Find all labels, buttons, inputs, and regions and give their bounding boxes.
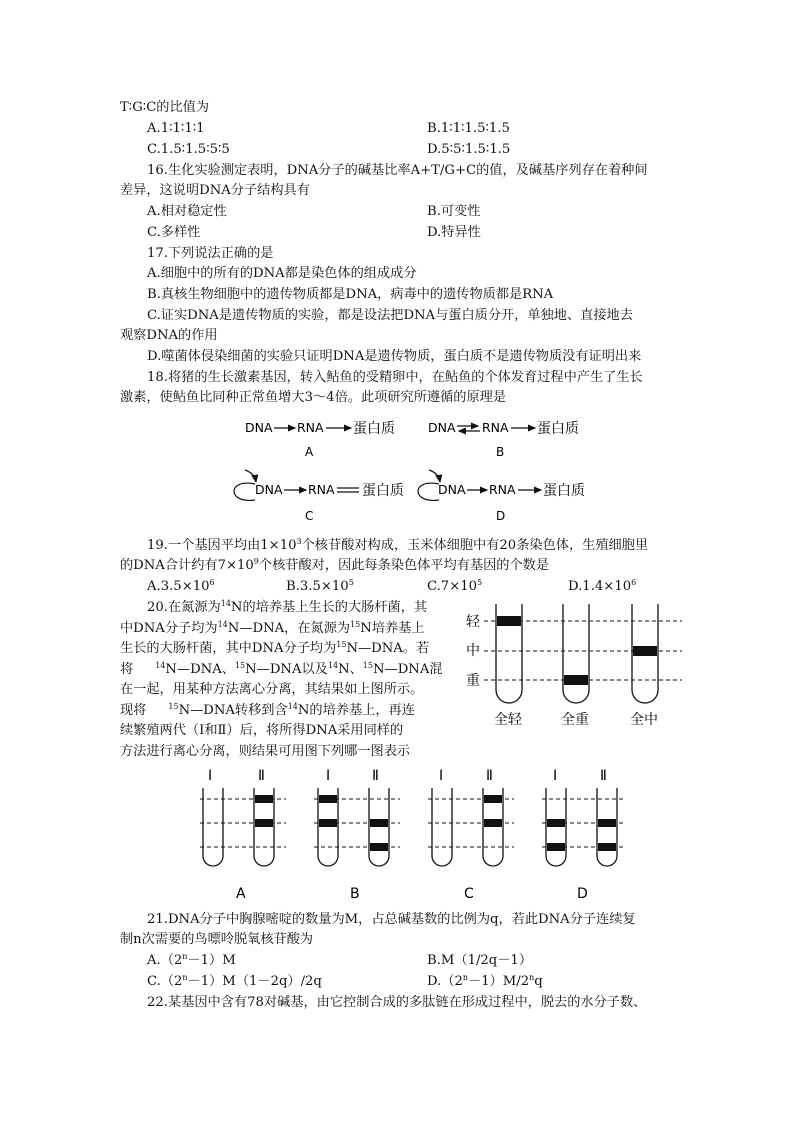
svg-text:Ⅱ: Ⅱ	[258, 768, 265, 784]
tube-all-heavy	[563, 604, 589, 703]
svg-text:Ⅰ: Ⅰ	[326, 768, 331, 784]
svg-text:C: C	[464, 886, 474, 902]
q15-option-b: B.1∶1∶1.5∶1.5	[427, 121, 510, 136]
q21-option-b: B.M（1/2q－1）	[427, 953, 533, 968]
q17-option-c-line1: C.证实DNA是遗传物质的实验，都是设法把DNA与蛋白质分开，单独地、直接地去	[147, 308, 633, 323]
svg-text:B: B	[350, 886, 360, 902]
svg-text:Ⅱ: Ⅱ	[600, 768, 607, 784]
q18-b-protein: 蛋白质	[537, 421, 579, 437]
q20-option-a-diagram	[200, 768, 286, 902]
q15-option-c: C.1.5∶1.5∶5∶5	[147, 142, 230, 157]
q18-central-dogma-figure	[225, 412, 605, 524]
q18-c-rna: RNA	[308, 482, 335, 497]
q18-diagram-a	[245, 420, 395, 459]
q18-stem-line1: 18.将猪的生长激素基因，转入鲇鱼的受精卵中，在鲇鱼的个体发育过程中产生了生长	[147, 370, 643, 385]
q18-c-protein: 蛋白质	[362, 483, 404, 499]
q21-option-c: $C.(2^n-1)M(1-2q)/2q$	[147, 973, 322, 989]
svg-text:Ⅰ: Ⅰ	[553, 768, 558, 784]
q18-c-dna: DNA	[255, 482, 283, 497]
q15-stem-tail: T∶G∶C的比值为	[120, 100, 210, 115]
q21-stem-line1: 21.DNA分子中胸腺嘧啶的数量为M，占总碱基数的比例为q，若此DNA分子连续复	[147, 912, 636, 927]
q18-d-protein: 蛋白质	[543, 483, 585, 499]
q17-stem: 17.下列说法正确的是	[147, 246, 274, 261]
q16-stem-line2: 差异，这说明DNA分子结构具有	[120, 183, 310, 198]
q20-stem-line1: 20.在氮源为$^{14}$N的培养基上生长的大肠杆菌，其	[147, 599, 428, 615]
q20-stem-line4: 将 $^{14}$N—DNA、$^{15}$N—DNA以及$^{14}$N、$^{15}$N—DNA混	[120, 661, 443, 677]
tube-label-all-middle: 全中	[630, 712, 658, 728]
q18-label-a: A	[305, 445, 314, 459]
svg-text:Ⅱ: Ⅱ	[486, 768, 493, 784]
q17-option-d: D.噬菌体侵染细菌的实验只证明DNA是遗传物质，蛋白质不是遗传物质没有证明出来	[147, 349, 642, 364]
q18-diagram-c	[234, 470, 404, 523]
q19-option-a: $A.3.5\times 10^6$	[147, 578, 215, 594]
q20-stem-line3: 生长的大肠杆菌，其中DNA分子均为$^{15}$N—DNA。若	[120, 640, 430, 656]
q18-diagram-b	[428, 420, 579, 459]
q18-stem-line2: 激素，使鲇鱼比同种正常鱼增大3～4倍。此项研究所遵循的原理是	[120, 390, 507, 405]
q20-stem-line7: 续繁殖两代（Ⅰ和Ⅱ）后，将所得DNA采用同样的	[120, 723, 404, 738]
q16-option-b: B.可变性	[427, 204, 481, 219]
q17-option-a: A.细胞中的所有的DNA都是染色体的组成成分	[147, 266, 417, 281]
q20-reference-figure	[462, 600, 688, 732]
svg-text:A: A	[236, 886, 246, 902]
tube-label-all-light: 全轻	[494, 712, 522, 728]
q15-option-a: A.1∶1∶1∶1	[147, 121, 205, 136]
q20-options-figure	[196, 764, 626, 904]
q22-stem-line1: 22.某基因中含有78对碱基，由它控制合成的多肽链在形成过程中，脱去的水分子数、	[147, 995, 647, 1010]
q16-stem-line1: 16.生化实验测定表明，DNA分子的碱基比率A+T/G+C的值，及碱基序列存在着种间	[147, 163, 648, 178]
q21-option-a: $A.(2^n-1)M$	[147, 952, 236, 968]
q18-b-rna: RNA	[482, 420, 509, 435]
q15-option-d: D.5∶5∶1.5∶1.5	[427, 142, 511, 157]
svg-text:D: D	[577, 886, 588, 902]
q17-option-b: B.真核生物细胞中的遗传物质都是DNA，病毒中的遗传物质都是RNA	[147, 287, 554, 302]
q18-diagram-d	[418, 470, 585, 523]
q20-option-d-diagram	[542, 768, 624, 902]
q21-stem-line2: 制n次需要的鸟嘌呤脱氧核苷酸为	[120, 932, 314, 947]
q18-b-dna: DNA	[428, 420, 456, 435]
tube-all-light	[496, 604, 522, 703]
q18-d-dna: DNA	[438, 482, 466, 497]
q19-option-d: $D.1.4\times 10^6$	[568, 578, 637, 594]
q18-label-d: D	[496, 509, 506, 523]
q19-option-b: $B.3.5\times 10^5$	[286, 578, 354, 594]
q20-stem-line6: 现将 $^{15}$N—DNA转移到含$^{14}$N的培养基上，再连	[120, 702, 415, 718]
q19-stem-line2: 的DNA合计约有$7\times 10^9$个核苷酸对，因此每条染色体平均有基因的个数是	[120, 557, 550, 573]
q18-a-protein: 蛋白质	[353, 421, 395, 437]
svg-text:Ⅰ: Ⅰ	[208, 768, 213, 784]
svg-text:Ⅱ: Ⅱ	[372, 768, 379, 784]
q16-option-d: D.特异性	[427, 225, 481, 240]
q18-d-rna: RNA	[489, 482, 516, 497]
q19-stem-line1: 19.一个基因平均由$1\times 10^3$个核苷酸对构成，玉米体细胞中有20条染色体，生殖细胞里	[147, 537, 649, 553]
label-light: 轻	[466, 614, 480, 630]
label-heavy: 重	[466, 673, 480, 689]
q16-option-c: C.多样性	[147, 225, 201, 240]
q19-option-c: $C.7\times 10^5$	[427, 578, 483, 594]
q20-stem-line2: 中DNA分子均为$^{14}$N—DNA，在氮源为$^{15}$N培养基上	[120, 620, 425, 636]
svg-text:Ⅰ: Ⅰ	[439, 768, 444, 784]
tube-label-all-heavy: 全重	[561, 712, 589, 728]
label-middle: 中	[466, 643, 480, 659]
q20-stem-line5: 在一起，用某种方法离心分离，其结果如上图所示。	[120, 682, 424, 697]
q18-label-b: B	[496, 445, 505, 459]
q20-option-b-diagram	[314, 768, 400, 902]
q20-option-c-diagram	[428, 768, 514, 902]
q20-stem-line8: 方法进行离心分离，则结果可用图下列哪一图表示	[120, 744, 411, 759]
q16-option-a: A.相对稳定性	[147, 204, 227, 219]
q21-option-d: $D.(2^n-1)M/2^nq$	[427, 973, 543, 989]
q18-a-dna: DNA	[245, 420, 273, 435]
q17-option-c-line2: 观察DNA的作用	[120, 328, 218, 343]
tube-all-middle	[632, 604, 658, 703]
q18-a-rna: RNA	[297, 420, 324, 435]
q18-label-c: C	[305, 509, 314, 523]
